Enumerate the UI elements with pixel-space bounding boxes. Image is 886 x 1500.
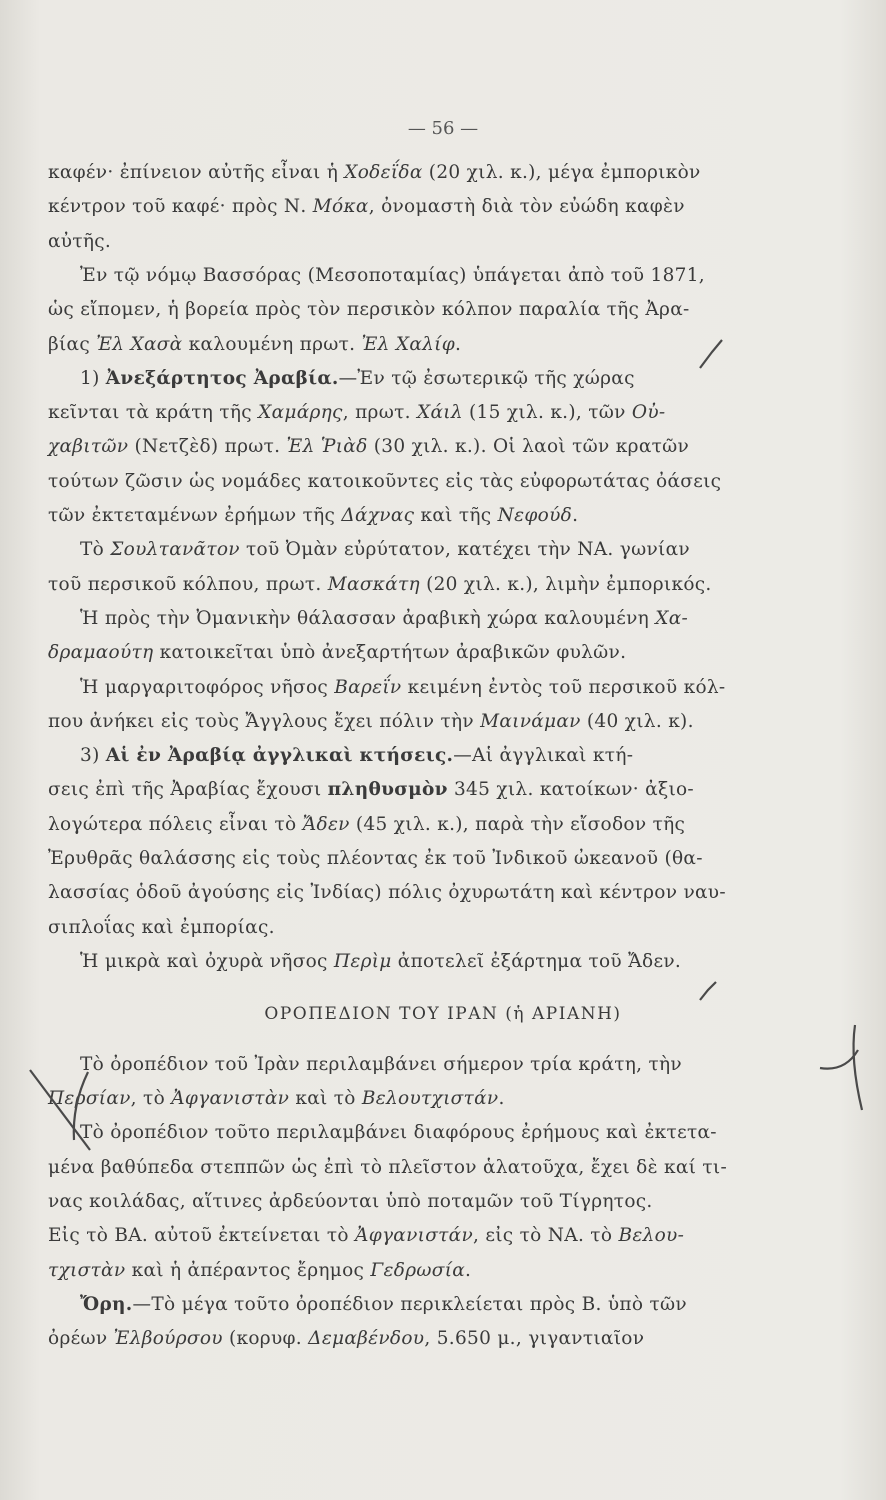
text-run: καὶ τῆς xyxy=(414,505,498,526)
text-run: ὡς εἴπομεν, ἡ βορεία πρὸς τὸν περσικὸν κόλπον παραλία τῆς Ἀρα- xyxy=(48,299,690,321)
italic-text: Χοδεΐδα xyxy=(344,162,423,183)
italic-text: Χάιλ xyxy=(417,402,463,424)
italic-text: Ἐλβούρσου xyxy=(113,1328,223,1350)
italic-text: Περσίαν xyxy=(48,1088,131,1110)
text-run: . xyxy=(498,1088,505,1110)
text-run: αὐτῆς. xyxy=(48,230,112,252)
text-run: ΟΡΟΠΕΔΙΟΝ ΤΟΥ ΙΡΑΝ (ἡ ΑΡΙΑΝΗ) xyxy=(264,1003,622,1024)
text-run: —Τὸ μέγα τοῦτο ὀροπέδιον περικλείεται πρὸς Β. ὑπὸ τῶν xyxy=(132,1293,687,1315)
italic-text: Βελουτχιστάν xyxy=(361,1088,499,1110)
text-run: , ὀνομαστὴ διὰ τὸν εὐώδη καφὲν xyxy=(368,196,685,218)
italic-text: Γεδρωσία xyxy=(370,1259,466,1281)
text-run: (20 χιλ. κ.), μέγα ἐμπορικὸν xyxy=(422,162,701,183)
italic-text: Δάχνας xyxy=(341,505,415,526)
text-run: τοῦ περσικοῦ κόλπου, πρωτ. xyxy=(48,573,328,595)
italic-text: Ἄδεν xyxy=(302,813,350,835)
text-run: νας κοιλάδας, αἵτινες ἀρδεύονται ὑπὸ ποταμῶν τοῦ Τίγρητος. xyxy=(48,1191,653,1212)
text-run: Ἐρυθρᾶς θαλάσσης εἰς τοὺς πλέοντας ἐκ τοῦ Ἰνδικοῦ ὠκεανοῦ (θα- xyxy=(48,848,703,869)
text-run: Ἐν τῷ νόμῳ Βασσόρας (Μεσοποταμίας) ὑπάγεται ἀπὸ τοῦ 1871, xyxy=(80,264,705,286)
text-run: σιπλοΐας καὶ ἐμπορίας. xyxy=(48,916,275,938)
text-run: (45 χιλ. κ.), παρὰ τὴν εἴσοδον τῆς xyxy=(349,813,686,835)
text-run: , πρωτ. xyxy=(342,402,417,424)
text-run: . xyxy=(454,333,462,355)
italic-text: χαβιτῶν xyxy=(48,436,129,458)
text-run: (30 χιλ. κ.). Οἱ λαοὶ τῶν κρατῶν xyxy=(367,436,690,458)
italic-text: Χα- xyxy=(655,607,689,629)
italic-text: δραμαούτη xyxy=(48,642,154,664)
text-run: ἀποτελεῖ ἐξάρτημα τοῦ Ἄδεν. xyxy=(391,950,682,972)
text-run: (20 χιλ. κ.), λιμὴν ἐμπορικός. xyxy=(419,573,712,595)
text-run: , εἰς τὸ ΝΑ. τὸ xyxy=(473,1225,619,1247)
italic-text: Βελου- xyxy=(618,1225,685,1247)
italic-text: Ἐλ Χαλίφ xyxy=(361,333,455,355)
text-run: Τὸ xyxy=(80,539,111,561)
text-run: (Νετζὲδ) πρωτ. xyxy=(128,436,287,458)
text-run: κειμένη ἐντὸς τοῦ περσικοῦ κόλ- xyxy=(401,676,726,698)
text-run: καλουμένη πρωτ. xyxy=(182,333,362,355)
text-run: καὶ τὸ xyxy=(289,1088,362,1110)
text-run: . xyxy=(465,1259,472,1281)
italic-text: τχιστὰν xyxy=(48,1259,126,1281)
text-run: μένα βαθύπεδα στεππῶν ὡς ἐπὶ τὸ πλεῖστον ἁλατοῦχα, ἔχει δὲ καί τι- xyxy=(48,1156,728,1178)
text-run: τοῦ Ὀμὰν εὐρύτατον, κατέχει τὴν ΝΑ. γωνίαν xyxy=(239,539,690,561)
italic-text: Μόκα xyxy=(312,196,369,218)
italic-text: Ἀφγανιστάν xyxy=(355,1225,473,1247)
text-run: (15 χιλ. κ.), τῶν xyxy=(462,402,632,424)
bold-text: Ὄρη. xyxy=(80,1293,133,1315)
italic-text: Βαρεΐν xyxy=(334,676,402,698)
italic-text: Ἐλ Χασὰ xyxy=(96,333,183,355)
italic-text: Δεμαβένδου xyxy=(308,1328,425,1350)
italic-text: Σουλτανᾶτον xyxy=(110,539,240,561)
italic-text: Ἐλ Ῥιὰδ xyxy=(286,436,368,458)
bold-text: Ἀνεξάρτητος Ἀραβία. xyxy=(105,367,339,389)
text-run: , 5.650 μ., γιγαντιαῖον xyxy=(424,1328,645,1350)
bold-text: πληθυσμὸν xyxy=(327,779,448,801)
text-run: Τὸ ὀροπέδιον τοῦ Ἰρὰν περιλαμβάνει σήμερον τρία κράτη, τὴν xyxy=(80,1053,682,1075)
text-run: βίας xyxy=(48,333,97,355)
text-run: (κορυφ. xyxy=(222,1328,309,1350)
italic-text: Μασκάτη xyxy=(327,573,420,595)
italic-text: Μαινάμαν xyxy=(480,710,581,732)
bold-text: Αἱ ἐν Ἀραβίᾳ ἀγγλικαὶ κτήσεις. xyxy=(105,745,454,767)
page-number: — 56 — xyxy=(407,118,479,139)
text-run: ὀρέων xyxy=(48,1328,114,1350)
italic-text: Οὐ- xyxy=(631,402,666,424)
italic-text: Περὶμ xyxy=(333,950,392,972)
text-run: καὶ ἡ ἀπέραντος ἔρημος xyxy=(125,1259,371,1281)
text-run: —Ἐν τῷ ἐσωτερικῷ τῆς χώρας xyxy=(338,367,635,389)
text-run: κεῖνται τὰ κράτη τῆς xyxy=(48,402,259,424)
text-run: Ἡ μικρὰ καὶ ὀχυρὰ νῆσος xyxy=(80,950,334,972)
text-run: κατοικεῖται ὑπὸ ἀνεξαρτήτων ἀραβικῶν φυλῶν. xyxy=(153,642,627,664)
text-run: Ἡ μαργαριτοφόρος νῆσος xyxy=(80,676,335,698)
text-run: (40 χιλ. κ). xyxy=(580,710,694,732)
text-run: 345 χιλ. κατοίκων· ἀξιο- xyxy=(447,779,694,801)
text-run: λασσίας ὁδοῦ ἀγούσης εἰς Ἰνδίας) πόλις ὀχυρωτάτη καὶ κέντρον ναυ- xyxy=(48,882,726,904)
text-run: —Αἱ ἀγγλικαὶ κτή- xyxy=(453,745,634,767)
italic-text: Ἀφγανιστὰν xyxy=(171,1088,290,1110)
text-run: Τὸ ὀροπέδιον τοῦτο περιλαμβάνει διαφόρους ἐρήμους καὶ ἐκτετα- xyxy=(80,1122,717,1144)
text-run: τῶν ἐκτεταμένων ἐρήμων τῆς xyxy=(48,505,342,526)
text-run: που ἀνήκει εἰς τοὺς Ἄγγλους ἔχει πόλιν τὴν xyxy=(48,710,481,732)
text-run: . xyxy=(572,505,579,526)
text-run: λογώτερα πόλεις εἶναι τὸ xyxy=(48,813,303,835)
text-run: 3) xyxy=(80,745,106,767)
text-run: σεις ἐπὶ τῆς Ἀραβίας ἔχουσι xyxy=(48,779,328,801)
italic-text: Χαμάρης xyxy=(258,402,343,424)
text-run: , τὸ xyxy=(130,1088,172,1110)
italic-text: Νεφούδ xyxy=(497,505,573,526)
text-run: καφέν· ἐπίνειον αὐτῆς εἶναι ἡ xyxy=(48,162,345,183)
text-run: κέντρον τοῦ καφέ· πρὸς Ν. xyxy=(48,196,313,218)
text-run: 1) xyxy=(80,367,106,389)
text-run: τούτων ζῶσιν ὡς νομάδες κατοικοῦντες εἰς τὰς εὐφορωτάτας ὀάσεις xyxy=(48,470,722,492)
text-run: Ἡ πρὸς τὴν Ὀμανικὴν θάλασσαν ἀραβικὴ χώρα καλουμένη xyxy=(80,607,656,629)
text-run: Εἰς τὸ ΒΑ. αὐτοῦ ἐκτείνεται τὸ xyxy=(48,1225,356,1247)
